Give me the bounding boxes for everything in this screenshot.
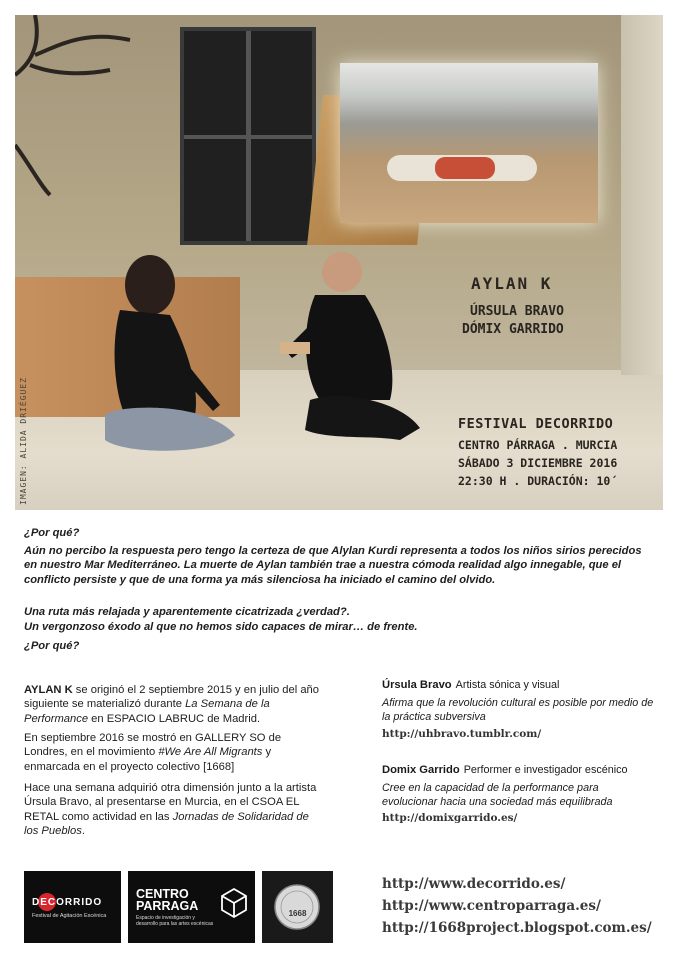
question-heading-2: ¿Por qué? xyxy=(24,640,80,652)
poster-title: AYLAN K xyxy=(471,274,553,293)
statement-line-2b: Un vergonzoso éxodo al que no hemos sido capaces de mirar… de frente. xyxy=(24,621,418,633)
artist-2-link[interactable]: http://domixgarrido.es/ xyxy=(382,812,518,824)
about-paragraph-2: En septiembre 2016 se mostró en GALLERY SO de Londres, en el movimiento #We Are All Migrants y enmarcada en el proyecto colectivo [1668] xyxy=(24,732,282,773)
decorrido-logo-name: DECORRIDO xyxy=(32,897,103,908)
poster-time: 22:30 H . DURACIÓN: 10´ xyxy=(458,474,618,488)
parraga-logo-name: CENTRO PARRAGA xyxy=(136,887,199,913)
projection-beach xyxy=(340,63,598,223)
artist-1-role: Artista sónica y visual xyxy=(455,679,560,691)
artist-1-name: Úrsula Bravo Artista sónica y visual xyxy=(382,679,560,691)
poster-artist-2: DÓMIX GARRIDO xyxy=(462,322,564,337)
1668-seal-number: 1668 xyxy=(288,909,307,918)
photo-credit: IMAGEN: ALIDA DRIÉGUEZ xyxy=(19,377,28,505)
1668-project-logo[interactable] xyxy=(262,871,333,943)
poster-venue: CENTRO PÁRRAGA . MURCIA xyxy=(458,438,618,452)
window xyxy=(180,27,316,245)
poster-photo xyxy=(15,15,663,510)
poster-date: SÁBADO 3 DICIEMBRE 2016 xyxy=(458,456,618,470)
artist-1-description: Afirma que la revolución cultural es posible por medio de la práctica subversiva xyxy=(382,697,654,723)
decorrido-logo[interactable] xyxy=(24,871,121,943)
artist-2-description: Cree en la capacidad de la performance para evolucionar hacia una sociedad más equilibrada xyxy=(382,782,613,808)
poster-artist-1: ÚRSULA BRAVO xyxy=(470,304,564,319)
artist-2-name: Domix Garrido Performer e investigador escénico xyxy=(382,764,628,776)
decorrido-logo-sub: Festival de Agitación Escénica xyxy=(32,913,107,919)
1668-seal-icon xyxy=(273,883,321,931)
link-decorrido[interactable]: http://www.decorrido.es/ xyxy=(382,876,566,892)
tree-drawing-icon xyxy=(15,15,155,215)
link-1668project[interactable]: http://1668project.blogspot.com.es/ xyxy=(382,920,652,936)
projection-figure-shirt xyxy=(435,157,495,179)
artist-2-role: Performer e investigador escénico xyxy=(463,764,628,776)
about-paragraph-3: Hace una semana adquirió otra dimensión junto a la artista Úrsula Bravo, al presentarse en Murcia, en el CSOA EL RETAL como actividad en las Jornadas de Solidaridad de los Pueblos. xyxy=(24,782,317,838)
performer-man xyxy=(280,250,430,445)
question-heading-1: ¿Por qué? xyxy=(24,527,80,539)
poster-festival: FESTIVAL DECORRIDO xyxy=(458,416,614,432)
link-centroparraga[interactable]: http://www.centroparraga.es/ xyxy=(382,898,601,914)
statement-line-2a: Una ruta más relajada y aparentemente cicatrizada ¿verdad?. xyxy=(24,606,350,618)
wall-pillar xyxy=(621,15,663,375)
cube-icon xyxy=(220,887,248,919)
statement-paragraph-1: Aún no percibo la respuesta pero tengo la certeza de que Alylan Kurdi representa a todos los niños sirios perecidos en nuestro Mar Mediterráneo. La muerte de Aylan también trae a nuestra cómoda realidad algo innegable, que el conflicto persiste y que de una forma ya más silenciosa ha iniciado el camino del olvido. xyxy=(24,545,642,586)
performer-woman xyxy=(95,255,245,465)
about-paragraph-1: AYLAN K se originó el 2 septiembre 2015 y en julio del año siguiente se materializó durante La Semana de la Performance en ESPACIO LABRUC de Madrid. xyxy=(24,684,319,725)
parraga-logo-sub: Espacio de investigación y desarrollo para las artes escénicas xyxy=(136,915,214,927)
artist-1-link[interactable]: http://uhbravo.tumblr.com/ xyxy=(382,728,542,740)
centro-parraga-logo[interactable] xyxy=(128,871,255,943)
